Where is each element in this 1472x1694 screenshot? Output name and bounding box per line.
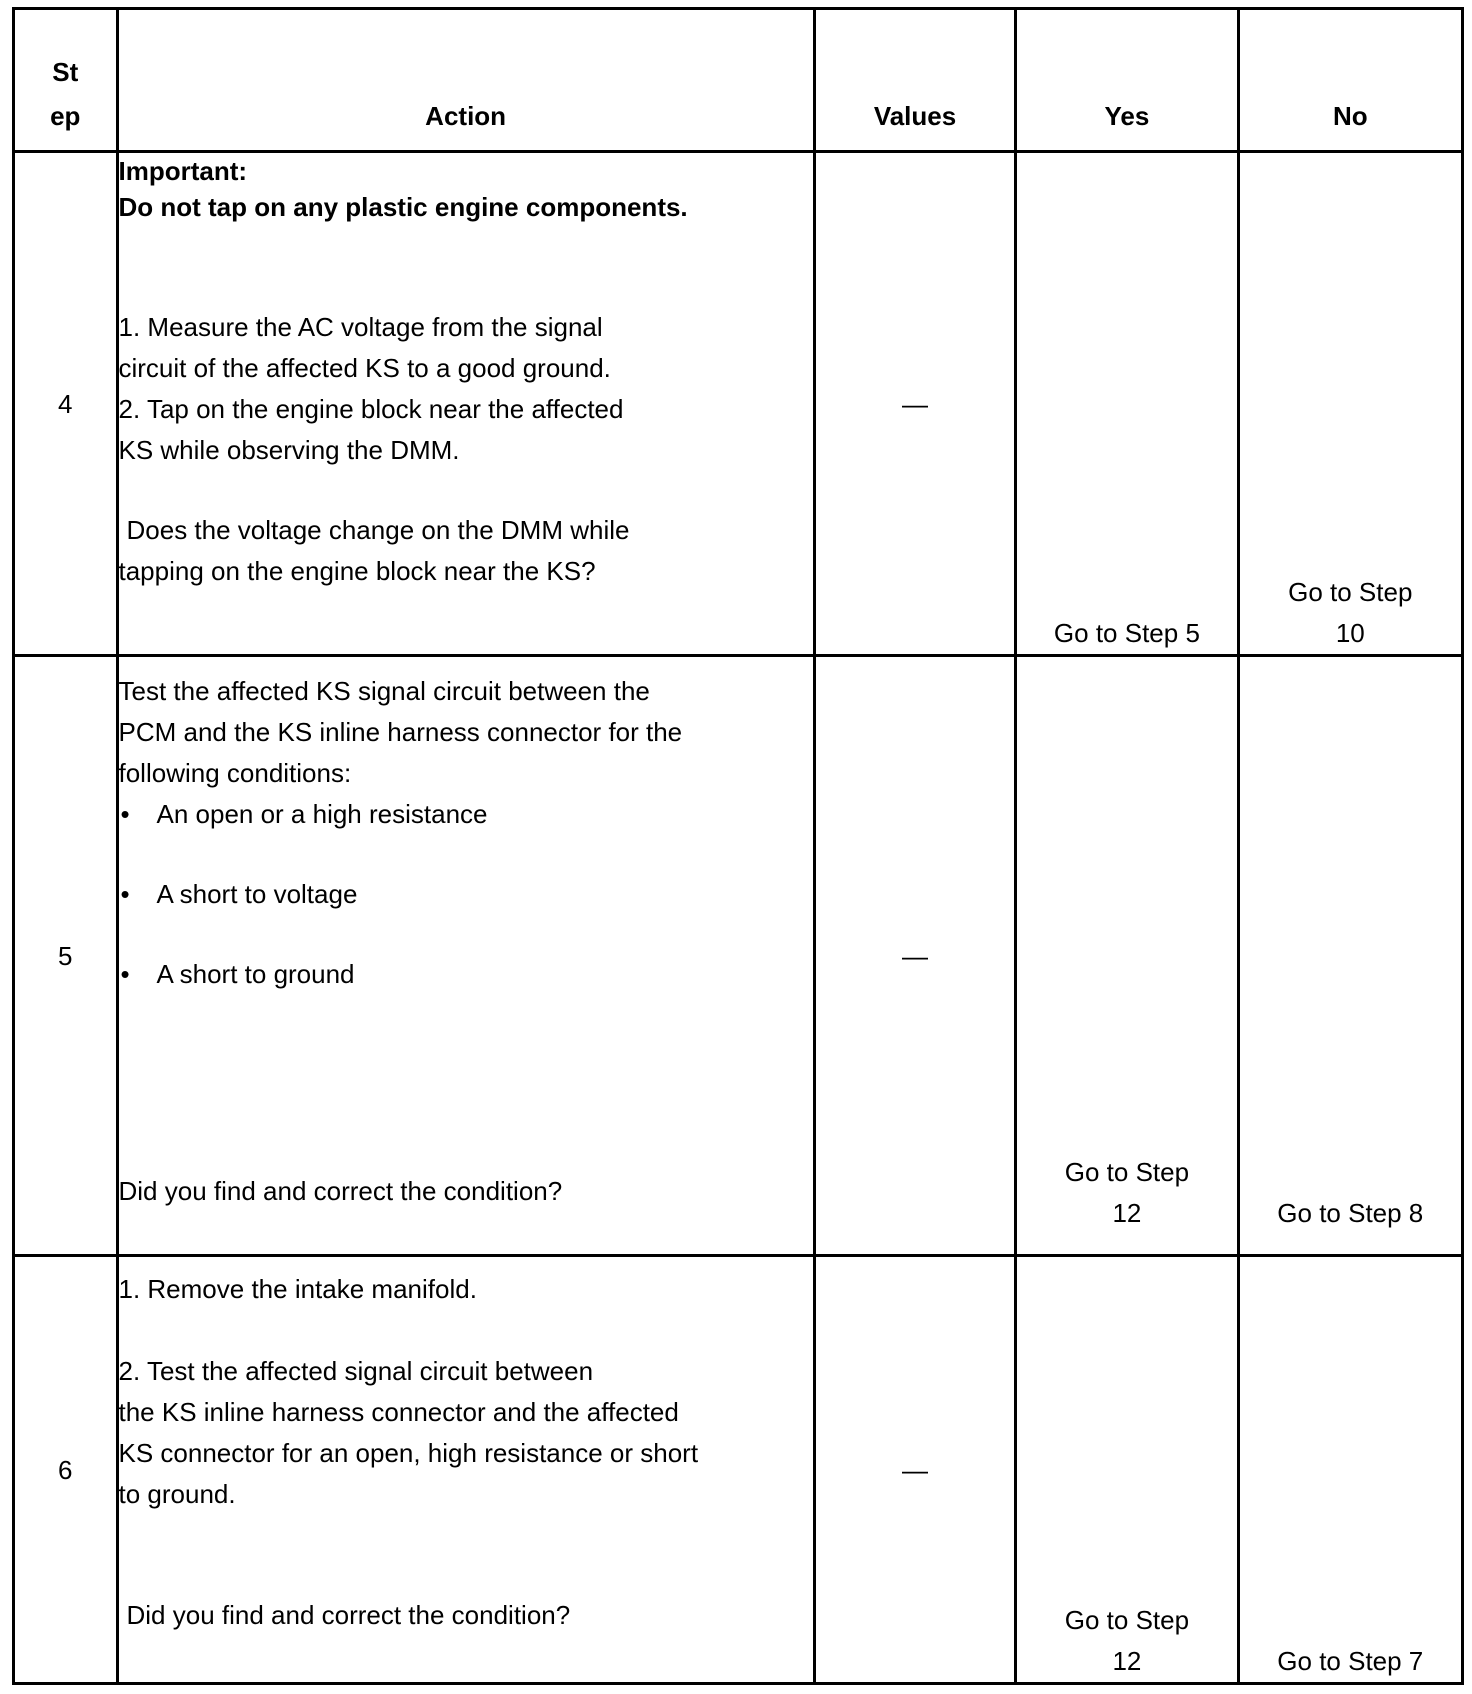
header-step-line-2: ep: [50, 101, 81, 131]
bullet-glyph: •: [120, 879, 130, 909]
yes-cell: [1016, 152, 1238, 656]
yes-goto: Go to Step: [1064, 1605, 1190, 1635]
header-no: No: [1238, 9, 1462, 152]
yes-goto: Go to Step 5: [1053, 618, 1200, 648]
instruction-text: KS while observing the DMM.: [118, 435, 460, 465]
question-text: Did you find and correct the condition?: [126, 1600, 571, 1630]
list-item: [119, 874, 813, 915]
no-goto: Go to Step 7: [1277, 1646, 1424, 1676]
bullet-glyph: •: [120, 799, 130, 829]
yes-goto: Go to Step: [1064, 1157, 1190, 1187]
values-cell: —: [814, 1256, 1016, 1684]
bullet-text: A short to voltage: [156, 879, 358, 909]
question-text: Did you find and correct the condition?: [118, 1176, 563, 1206]
header-yes: Yes: [1016, 9, 1238, 152]
no-goto: Go to Step 8: [1277, 1198, 1424, 1228]
instruction-text: KS connector for an open, high resistance or short: [118, 1438, 699, 1468]
table-row-step-6: [14, 1256, 1463, 1684]
header-step: [14, 9, 118, 152]
instruction-text: circuit of the affected KS to a good ground.: [118, 353, 611, 383]
action-cell: [117, 152, 814, 656]
header-step-line-1: St: [52, 57, 79, 87]
no-goto-step: 10: [1335, 618, 1365, 648]
question-text: Does the voltage change on the DMM while: [126, 515, 630, 545]
header-values: Values: [814, 9, 1016, 152]
instruction-text: 2. Test the affected signal circuit between: [118, 1356, 594, 1386]
yes-goto-step: 12: [1112, 1646, 1142, 1676]
table-row-step-4: [14, 152, 1463, 656]
header-action: Action: [117, 9, 814, 152]
bullet-glyph: •: [120, 959, 130, 989]
important-label: Important:: [118, 156, 248, 186]
instruction-text: the KS inline harness connector and the affected: [118, 1397, 679, 1427]
list-item: [119, 954, 813, 995]
action-cell: [117, 656, 814, 1256]
diagnostic-table: [12, 7, 1464, 1685]
instruction-text: 1. Measure the AC voltage from the signal: [118, 312, 603, 342]
instruction-text: following conditions:: [118, 758, 352, 788]
list-item: [119, 794, 813, 835]
step-number: 6: [14, 1256, 118, 1684]
values-cell: —: [814, 152, 1016, 656]
action-cell: [117, 1256, 814, 1684]
step-number: 4: [14, 152, 118, 656]
values-cell: —: [814, 656, 1016, 1256]
no-goto: Go to Step: [1288, 577, 1413, 607]
no-cell: [1238, 656, 1462, 1256]
yes-cell: [1016, 656, 1238, 1256]
yes-goto-step: 12: [1112, 1198, 1142, 1228]
instruction-text: 2. Tap on the engine block near the affected: [118, 394, 624, 424]
bullet-text: A short to ground: [156, 959, 355, 989]
table-row-step-5: [14, 656, 1463, 1256]
step-number: 5: [14, 656, 118, 1256]
yes-cell: [1016, 1256, 1238, 1684]
no-cell: [1238, 1256, 1462, 1684]
instruction-text: Test the affected KS signal circuit between the: [118, 676, 650, 706]
important-text: Do not tap on any plastic engine components.: [118, 192, 688, 222]
header-row: [14, 9, 1463, 152]
question-text: tapping on the engine block near the KS?: [118, 556, 596, 586]
instruction-text: PCM and the KS inline harness connector for the: [118, 717, 683, 747]
instruction-text: 1. Remove the intake manifold.: [118, 1274, 477, 1304]
no-cell: [1238, 152, 1462, 656]
bullet-text: An open or a high resistance: [156, 799, 488, 829]
instruction-text: to ground.: [118, 1479, 236, 1509]
